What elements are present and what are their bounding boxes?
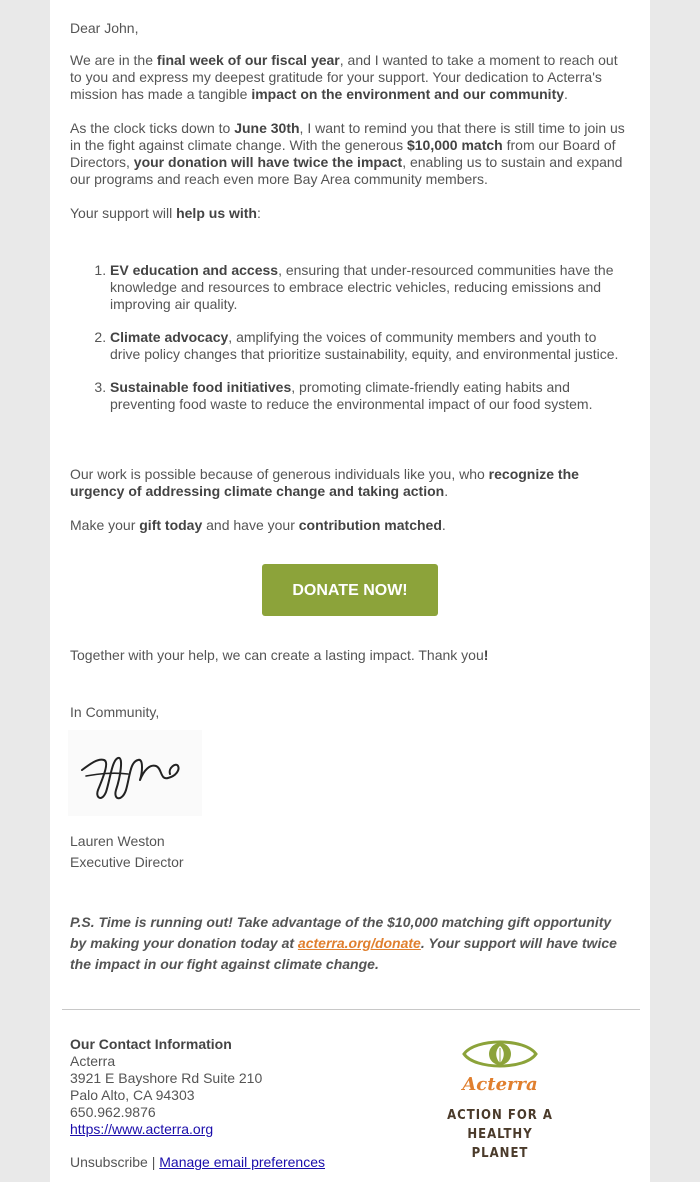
org-name: Acterra (70, 1053, 116, 1069)
text: , ensuring that under-resourced communities have the knowledge and resources to embrace electric vehicles, reducing emissions and improving air quality. (110, 262, 614, 312)
text: Your support will (70, 205, 177, 221)
program-list (70, 262, 625, 429)
bold-text: contribution matched (298, 517, 442, 533)
bold-text: impact on the environment and our community (251, 86, 565, 102)
contact-info (70, 1036, 262, 1138)
donate-now-button[interactable]: DONATE NOW! (262, 564, 438, 616)
bold-text: ! (483, 647, 489, 663)
signature-image (68, 730, 202, 816)
text: P.S. Time is running out! Take advantage of the $10,000 matching gift opportunity by making your donation today at (70, 914, 612, 951)
text: , enabling us to sustain and expand our programs and reach even more Bay Area community members. (70, 154, 623, 187)
list-item (110, 329, 625, 363)
text: Together with your help, we can create a lasting impact. Thank you (70, 647, 484, 663)
match-paragraph (70, 120, 625, 188)
text: , promoting climate-friendly eating habits and preventing food waste to reduce the environmental impact of our food system. (110, 379, 593, 412)
text: . (444, 483, 449, 499)
greeting: Dear John, (70, 20, 139, 36)
tagline-line-2: HEALTHY PLANET (467, 1127, 533, 1161)
text: , and I wanted to take a moment to reach out to you and express my deepest gratitude for your support. Your dedication to Acterra's mission has made a tangible (70, 52, 618, 102)
text: Our work is possible because of generous individuals like you, who (70, 466, 489, 482)
text: and have your (202, 517, 299, 533)
logo-tagline (445, 1106, 555, 1163)
eye-leaf-logo-icon (445, 1034, 555, 1074)
text: As the clock ticks down to (70, 120, 235, 136)
text: : (256, 205, 261, 221)
website-link[interactable]: https://www.acterra.org (70, 1121, 214, 1137)
list-item (110, 262, 625, 313)
closing: In Community, (70, 704, 160, 720)
text: We are in the (70, 52, 157, 68)
address-line-2: Palo Alto, CA 94303 (70, 1087, 195, 1103)
text: Make your (70, 517, 140, 533)
bold-text: final week of our fiscal year (156, 52, 340, 68)
postscript (70, 912, 625, 975)
footer-links (70, 1154, 325, 1170)
signer-title: Executive Director (70, 854, 184, 870)
bold-text: EV education and access (110, 262, 279, 278)
text: , I want to remind you that there is still time to join us in the fight against climate change. With the generous (70, 120, 625, 153)
bold-text: Climate advocacy (110, 329, 229, 345)
call-to-action-text (70, 517, 446, 534)
bold-text: $10,000 match (406, 137, 503, 153)
acterra-logo (445, 1034, 555, 1161)
unsubscribe-text: Unsubscribe (70, 1154, 148, 1170)
text: . (441, 517, 446, 533)
bold-text: help us with (176, 205, 257, 221)
bold-text: your donation will have twice the impact (133, 154, 403, 170)
thank-you-paragraph (70, 647, 488, 664)
signer-name: Lauren Weston (70, 833, 165, 849)
text: from our Board of Directors, (70, 137, 616, 170)
address-line-1: 3921 E Bayshore Rd Suite 210 (70, 1070, 263, 1086)
email-body (50, 0, 650, 1182)
bold-text: recognize the urgency of addressing climate change and taking action (70, 466, 579, 499)
intro-paragraph (70, 52, 625, 103)
list-item (110, 379, 625, 413)
donate-link[interactable]: acterra.org/donate (297, 935, 421, 951)
separator: | (147, 1154, 160, 1170)
text: . Your support will have twice the impact in our fight against climate change. (70, 935, 617, 972)
gratitude-paragraph (70, 466, 625, 500)
bold-text: June 30th (234, 120, 300, 136)
bold-text: gift today (139, 517, 203, 533)
contact-title: Our Contact Information (70, 1036, 232, 1052)
logo-wordmark: Acterra (462, 1074, 538, 1095)
text: , amplifying the voices of community members and youth to drive policy changes that prioritize sustainability, equity, and environmental justice. (110, 329, 619, 362)
phone-number: 650.962.9876 (70, 1104, 156, 1120)
signature-scribble-icon (68, 730, 202, 816)
manage-preferences-link[interactable]: Manage email preferences (159, 1154, 326, 1170)
text: . (564, 86, 568, 102)
signer-block (70, 831, 184, 873)
bold-text: Sustainable food initiatives (110, 379, 292, 395)
support-intro (70, 205, 261, 222)
tagline-line-1: ACTION FOR A (447, 1108, 553, 1123)
divider (62, 1009, 640, 1010)
